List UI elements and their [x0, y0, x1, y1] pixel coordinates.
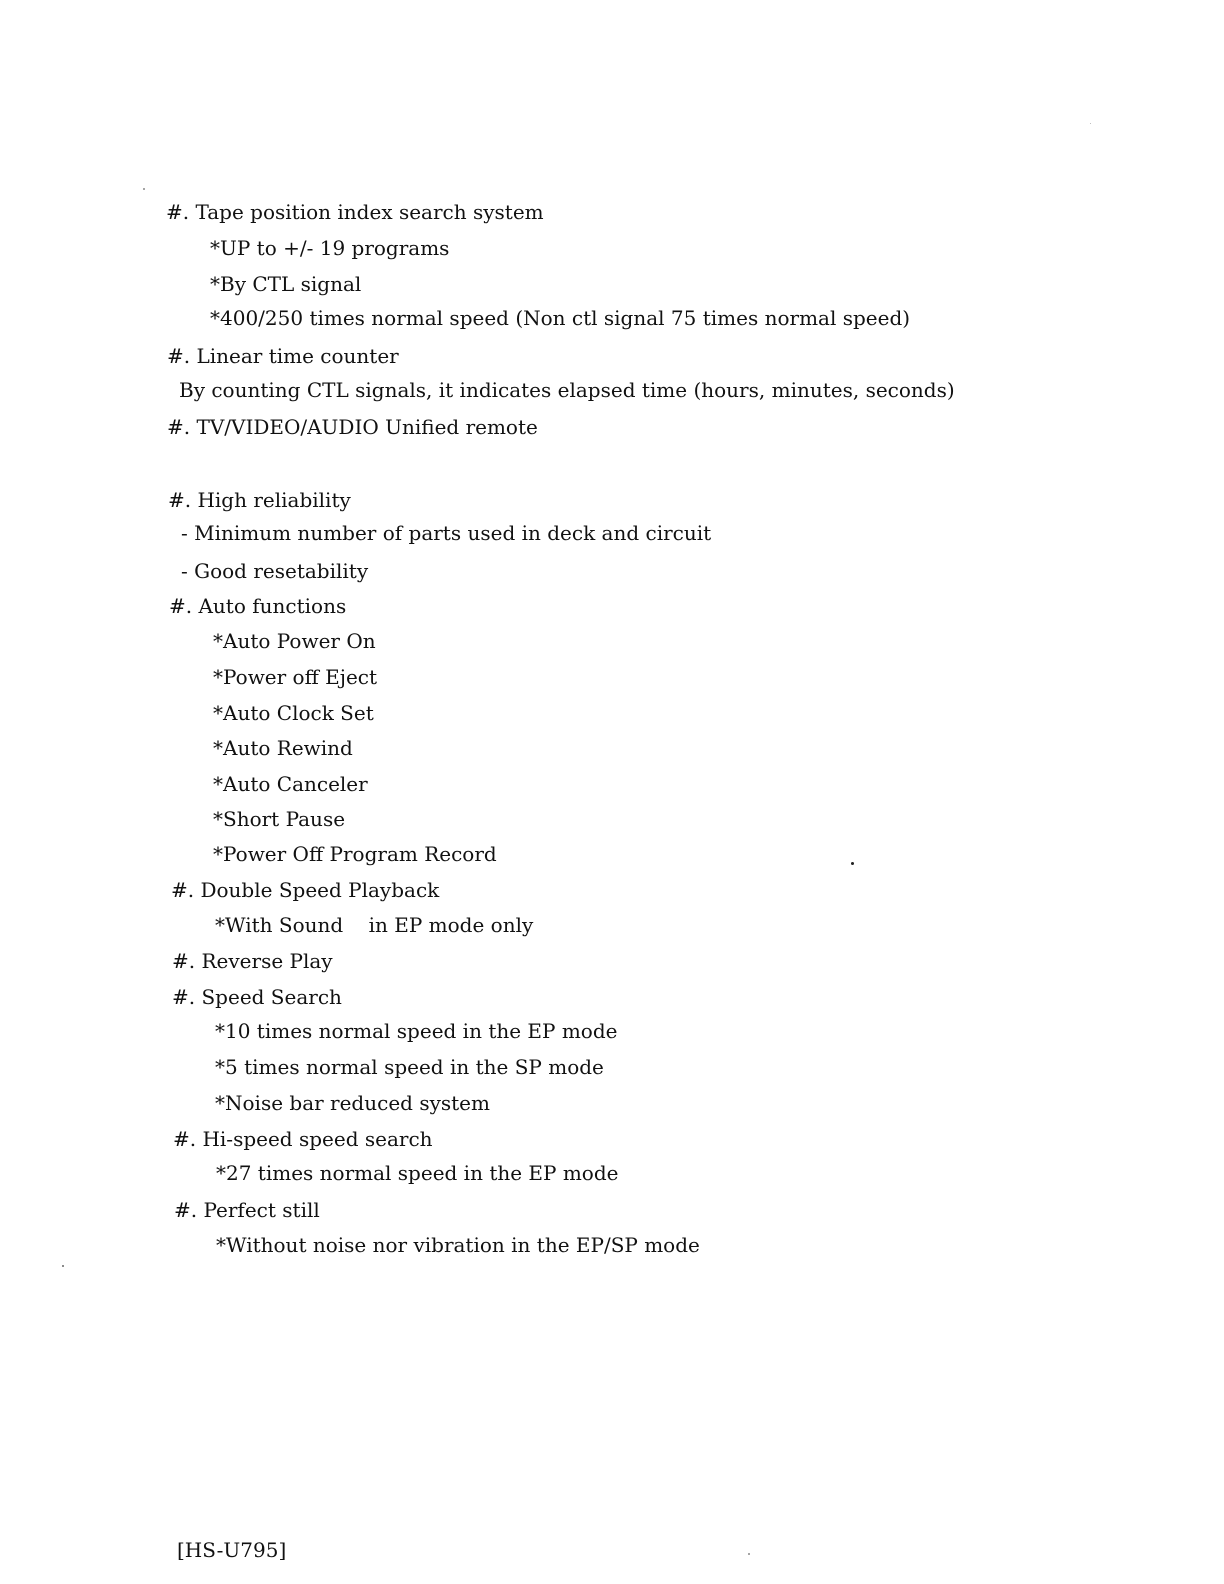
heading-hi-speed-search: #. Hi-speed speed search — [173, 1127, 433, 1151]
item-auto-power-on: *Auto Power On — [213, 629, 376, 653]
text-counter-description: By counting CTL signals, it indicates elapsed time (hours, minutes, seconds) — [179, 378, 955, 402]
item-27-times-ep: *27 times normal speed in the EP mode — [216, 1161, 619, 1185]
item-without-noise: *Without noise nor vibration in the EP/SP mode — [216, 1233, 700, 1257]
item-short-pause: *Short Pause — [213, 807, 346, 831]
item-with-sound: *With Sound in EP mode only — [215, 913, 534, 937]
item-up-to-programs: *UP to +/- 19 programs — [210, 236, 450, 260]
heading-perfect-still: #. Perfect still — [174, 1198, 320, 1222]
heading-unified-remote: #. TV/VIDEO/AUDIO Unified remote — [167, 415, 538, 439]
footer-model-number: [HS-U795] — [177, 1538, 287, 1562]
heading-tape-index-search: #. Tape position index search system — [166, 200, 544, 224]
item-10-times-ep: *10 times normal speed in the EP mode — [215, 1019, 618, 1043]
scan-speck — [748, 1553, 750, 1555]
item-power-off-eject: *Power off Eject — [213, 665, 378, 689]
scan-speck — [143, 188, 145, 190]
heading-linear-time-counter: #. Linear time counter — [167, 344, 399, 368]
heading-speed-search: #. Speed Search — [172, 985, 342, 1009]
item-good-resetability: - Good resetability — [181, 559, 369, 583]
item-auto-rewind: *Auto Rewind — [213, 736, 353, 760]
item-auto-clock-set: *Auto Clock Set — [213, 701, 374, 725]
item-auto-canceler: *Auto Canceler — [213, 772, 368, 796]
item-power-off-program-record: *Power Off Program Record — [213, 842, 497, 866]
item-noise-bar-reduced: *Noise bar reduced system — [215, 1091, 490, 1115]
scan-speck — [851, 862, 854, 865]
item-by-ctl-signal: *By CTL signal — [210, 272, 362, 296]
heading-reverse-play: #. Reverse Play — [172, 949, 333, 973]
scan-speck — [1090, 123, 1091, 124]
item-minimum-parts: - Minimum number of parts used in deck and circuit — [181, 521, 712, 545]
heading-high-reliability: #. High reliability — [168, 488, 351, 512]
item-search-speed: *400/250 times normal speed (Non ctl signal 75 times normal speed) — [210, 306, 911, 330]
scan-speck — [62, 1265, 64, 1267]
heading-double-speed-playback: #. Double Speed Playback — [171, 878, 440, 902]
heading-auto-functions: #. Auto functions — [169, 594, 347, 618]
item-5-times-sp: *5 times normal speed in the SP mode — [215, 1055, 604, 1079]
